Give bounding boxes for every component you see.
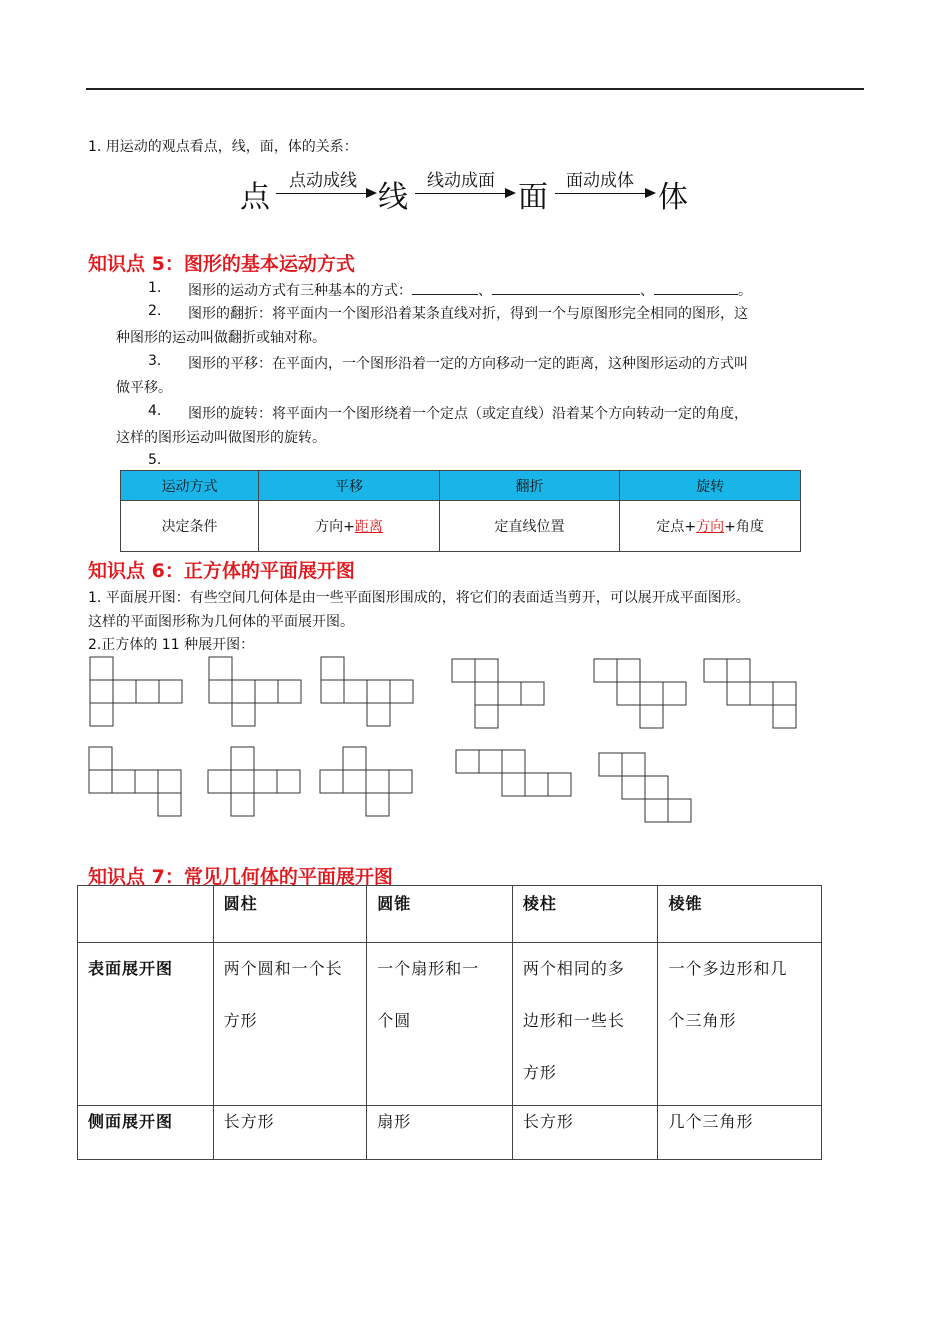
cell-cone-lateral: 扇形	[367, 1106, 513, 1160]
net-square	[158, 793, 181, 816]
th-cylinder: 圆柱	[213, 886, 367, 943]
line: 一个多边形和几	[668, 959, 788, 978]
cube-net-4	[452, 659, 544, 728]
net-square	[663, 682, 686, 705]
label-lateral: 侧面展开图	[78, 1106, 214, 1160]
s5-item4-num: 4.	[148, 403, 162, 419]
cell-cone-surface	[367, 943, 513, 1106]
cell-flip: 定直线位置	[439, 501, 619, 552]
s5-item3-line1: 图形的平移：在平面内，一个图形沿着一定的方向移动一定的距离，这种图形运动的方式叫	[188, 356, 748, 372]
net-square	[254, 770, 277, 793]
th-prism: 棱柱	[512, 886, 658, 943]
net-square	[209, 680, 232, 703]
cell-translate-b: 距离	[354, 519, 383, 535]
net-square	[136, 680, 159, 703]
arrow-label-3: 面动成体	[566, 171, 634, 191]
net-square	[475, 705, 498, 728]
solids-header	[78, 886, 822, 943]
net-square	[343, 747, 366, 770]
word-line: 线	[378, 180, 408, 215]
net-square	[475, 659, 498, 682]
cell-prism-lateral: 长方形	[512, 1106, 658, 1160]
net-square	[366, 793, 389, 816]
net-square	[727, 659, 750, 682]
net-square	[366, 770, 389, 793]
s5-item2-num: 2.	[148, 303, 162, 319]
net-square	[90, 680, 113, 703]
net-square	[645, 776, 668, 799]
net-square	[617, 659, 640, 682]
cube-net-11	[599, 753, 691, 822]
net-square	[773, 705, 796, 728]
net-square	[231, 747, 254, 770]
net-square	[209, 657, 232, 680]
cube-net-7	[89, 747, 181, 816]
cell-translate-a: 方向+	[315, 519, 355, 535]
arrow-label-1: 点动成线	[289, 171, 357, 191]
cell-rotate-b: 方向	[696, 519, 725, 535]
net-square	[452, 659, 475, 682]
section6-heading: 知识点 6：正方体的平面展开图	[88, 560, 355, 582]
net-square	[502, 750, 525, 773]
net-square	[750, 682, 773, 705]
line: 方形	[522, 1063, 557, 1082]
net-square	[502, 773, 525, 796]
s5-item1-num: 1.	[148, 280, 162, 296]
cell-prism-surface	[512, 943, 658, 1106]
th-rotate: 旋转	[620, 471, 801, 501]
cube-net-2	[209, 657, 301, 726]
net-square	[278, 680, 301, 703]
net-square	[158, 770, 181, 793]
net-square	[475, 682, 498, 705]
net-square	[232, 703, 255, 726]
net-square	[704, 659, 727, 682]
net-square	[390, 680, 413, 703]
line: 两个相同的多	[522, 959, 625, 978]
net-square	[255, 680, 278, 703]
net-square	[599, 753, 622, 776]
end-mark: 。	[738, 283, 752, 299]
cube-net-8	[208, 747, 300, 816]
cube-net-5	[594, 659, 686, 728]
net-square	[321, 657, 344, 680]
net-square	[622, 776, 645, 799]
intro-text: 1. 用运动的观点看点，线，面，体的关系：	[88, 139, 358, 155]
net-square	[640, 705, 663, 728]
net-square	[668, 799, 691, 822]
word-point: 点	[240, 180, 270, 215]
net-square	[89, 747, 112, 770]
cell-rotate-c: +角度	[724, 519, 764, 535]
net-square	[90, 657, 113, 680]
net-square	[367, 703, 390, 726]
s5-item3-num: 3.	[148, 353, 162, 369]
s5-item3-line2: 做平移。	[116, 380, 172, 396]
net-square	[112, 770, 135, 793]
th-translate: 平移	[259, 471, 440, 501]
net-square	[90, 703, 113, 726]
section7-heading: 知识点 7：常见几何体的平面展开图	[88, 866, 393, 888]
s6-p2: 2.正方体的 11 种展开图：	[88, 637, 255, 653]
row-label: 决定条件	[121, 501, 259, 552]
net-square	[89, 770, 112, 793]
net-square	[343, 770, 366, 793]
net-square	[525, 773, 548, 796]
net-square	[135, 770, 158, 793]
label-surface: 表面展开图	[78, 943, 214, 1106]
th-pyramid: 棱锥	[658, 886, 822, 943]
th-empty	[78, 886, 214, 943]
net-square	[773, 682, 796, 705]
net-square	[594, 659, 617, 682]
net-square	[321, 680, 344, 703]
cube-net-9	[320, 747, 412, 816]
net-square	[640, 682, 663, 705]
net-square	[479, 750, 502, 773]
s5-item1-text: 图形的运动方式有三种基本的方式：	[188, 283, 412, 299]
cell-cylinder-lateral: 长方形	[213, 1106, 367, 1160]
arrow-label-2: 线动成面	[427, 171, 495, 191]
net-square	[456, 750, 479, 773]
net-square	[521, 682, 544, 705]
net-square	[232, 680, 255, 703]
sep2: 、	[640, 283, 654, 299]
cell-pyramid-lateral: 几个三角形	[658, 1106, 822, 1160]
net-square	[548, 773, 571, 796]
s5-item5-num: 5.	[148, 452, 162, 468]
s5-item2-line2: 种图形的运动叫做翻折或轴对称。	[116, 330, 326, 346]
net-square	[159, 680, 182, 703]
cube-net-1	[90, 657, 182, 726]
net-square	[498, 682, 521, 705]
net-square	[320, 770, 343, 793]
net-square	[617, 682, 640, 705]
solids-row-surface	[78, 943, 822, 1106]
th-flip: 翻折	[439, 471, 619, 501]
solids-row-lateral	[78, 1106, 822, 1160]
net-square	[277, 770, 300, 793]
net-square	[208, 770, 231, 793]
cell-pyramid-surface	[658, 943, 822, 1106]
net-square	[727, 682, 750, 705]
net-square	[113, 680, 136, 703]
word-solid: 体	[658, 180, 688, 215]
cell-rotate-a: 定点+	[656, 519, 697, 535]
line: 个圆	[377, 1011, 412, 1030]
cube-net-10	[456, 750, 571, 796]
th-cone: 圆锥	[367, 886, 513, 943]
line: 一个扇形和一	[377, 959, 480, 978]
cube-net-3	[321, 657, 413, 726]
line: 方形	[223, 1011, 258, 1030]
net-square	[231, 793, 254, 816]
solids-table	[77, 885, 822, 1160]
line: 边形和一些长	[522, 1011, 625, 1030]
line: 两个圆和一个长	[223, 959, 343, 978]
s6-p1-line2: 这样的平面图形称为几何体的平面展开图。	[88, 614, 354, 630]
s5-item4-line2: 这样的图形运动叫做图形的旋转。	[116, 430, 326, 446]
s5-item4-line1: 图形的旋转：将平面内一个图形绕着一个定点（或定直线）沿着某个方向转动一定的角度，	[188, 406, 748, 422]
cell-cylinder-surface	[213, 943, 367, 1106]
sep1: 、	[478, 283, 492, 299]
word-plane: 面	[518, 180, 548, 215]
s6-p1-line1: 1. 平面展开图：有些空间几何体是由一些平面图形围成的，将它们的表面适当剪开，可以展开成平面图形。	[88, 590, 750, 606]
line: 个三角形	[668, 1011, 737, 1030]
net-square	[231, 770, 254, 793]
th-motion: 运动方式	[121, 471, 259, 501]
net-square	[645, 799, 668, 822]
s5-item2-line1: 图形的翻折：将平面内一个图形沿着某条直线对折，得到一个与原图形完全相同的图形，这	[188, 306, 748, 322]
net-square	[367, 680, 390, 703]
net-square	[389, 770, 412, 793]
section5-heading: 知识点 5：图形的基本运动方式	[88, 253, 355, 275]
cube-net-6	[704, 659, 796, 728]
net-square	[344, 680, 367, 703]
net-square	[622, 753, 645, 776]
